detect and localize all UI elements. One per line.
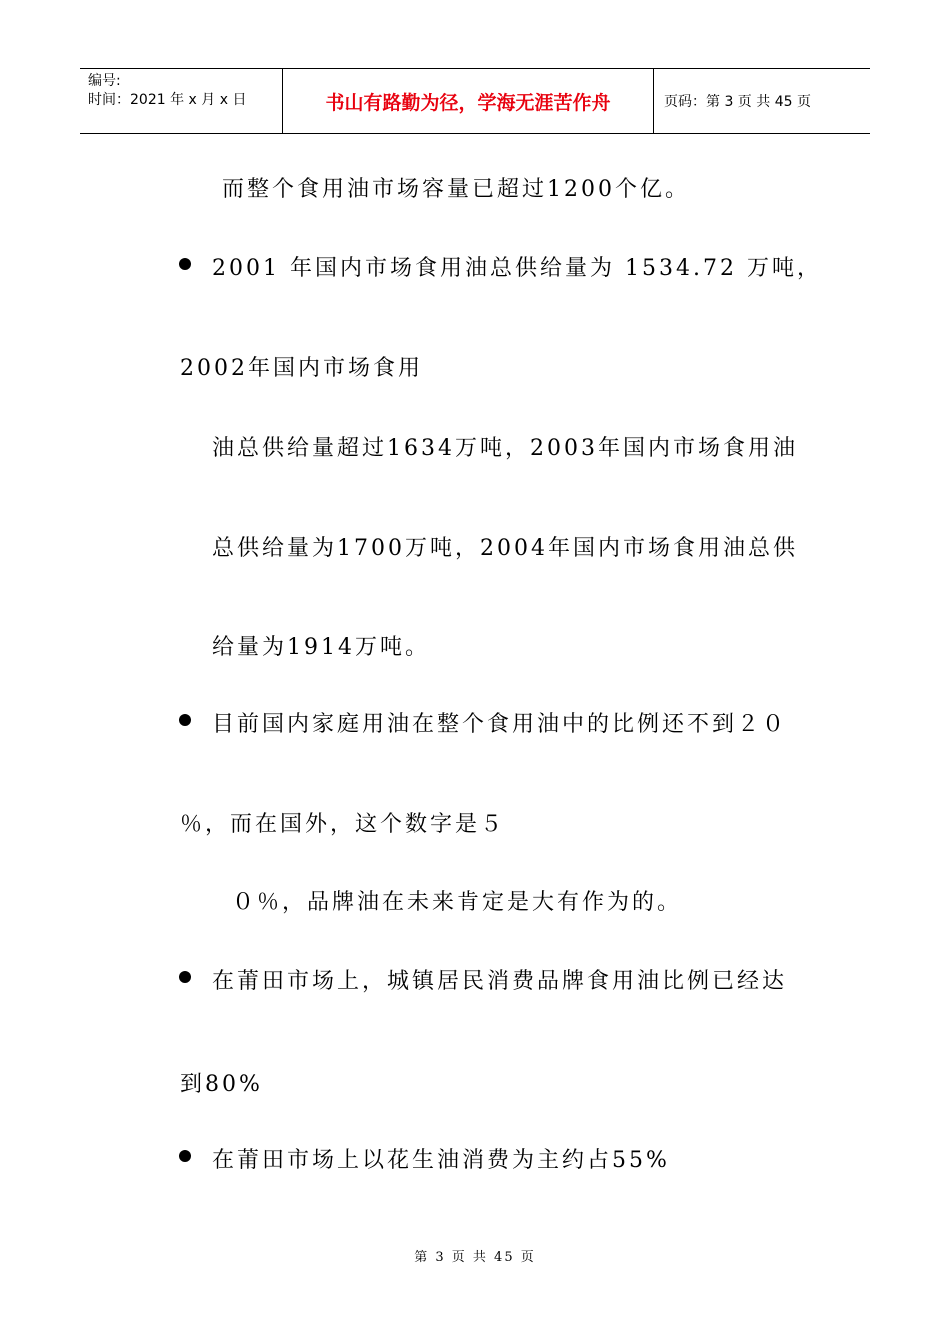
bullet-icon	[179, 971, 191, 983]
text-line: ０％，品牌油在未来肯定是大有作为的。	[232, 890, 683, 915]
bullet-icon	[179, 258, 191, 270]
text-line: ％，而在国外，这个数字是５	[180, 812, 506, 837]
text-line: 在莆田市场上以花生油消费为主约占55%	[212, 1148, 670, 1173]
bullet-icon	[179, 1150, 191, 1162]
date-label: 时间：2021 年 x 月 x 日	[88, 92, 247, 108]
number-label: 编号:	[88, 73, 121, 89]
text-line: 给量为1914万吨。	[212, 635, 430, 660]
text-line: 总供给量为1700万吨，2004年国内市场食用油总供	[212, 536, 798, 561]
header-motto: 书山有路勤为径，学海无涯苦作舟	[325, 91, 611, 114]
text-line: 在莆田市场上，城镇居民消费品牌食用油比例已经达	[212, 969, 788, 994]
text-line: 2001 年国内市场食用油总供给量为 1534.72 万吨，	[212, 256, 822, 281]
header-page-info: 页码：第 3 页 共 45 页	[664, 94, 811, 110]
header-motto-cell	[283, 69, 654, 133]
text-line: 到80%	[180, 1072, 263, 1097]
page-header	[80, 68, 870, 134]
bullet-icon	[179, 714, 191, 726]
text-line: 目前国内家庭用油在整个食用油中的比例还不到２０	[212, 712, 788, 737]
page-footer: 第 3 页 共 45 页	[414, 1250, 536, 1265]
header-meta	[80, 69, 283, 133]
text-line: 油总供给量超过1634万吨，2003年国内市场食用油	[212, 436, 798, 461]
text-line: 而整个食用油市场容量已超过1200个亿。	[222, 177, 690, 202]
text-line: 2002年国内市场食用	[180, 356, 423, 381]
